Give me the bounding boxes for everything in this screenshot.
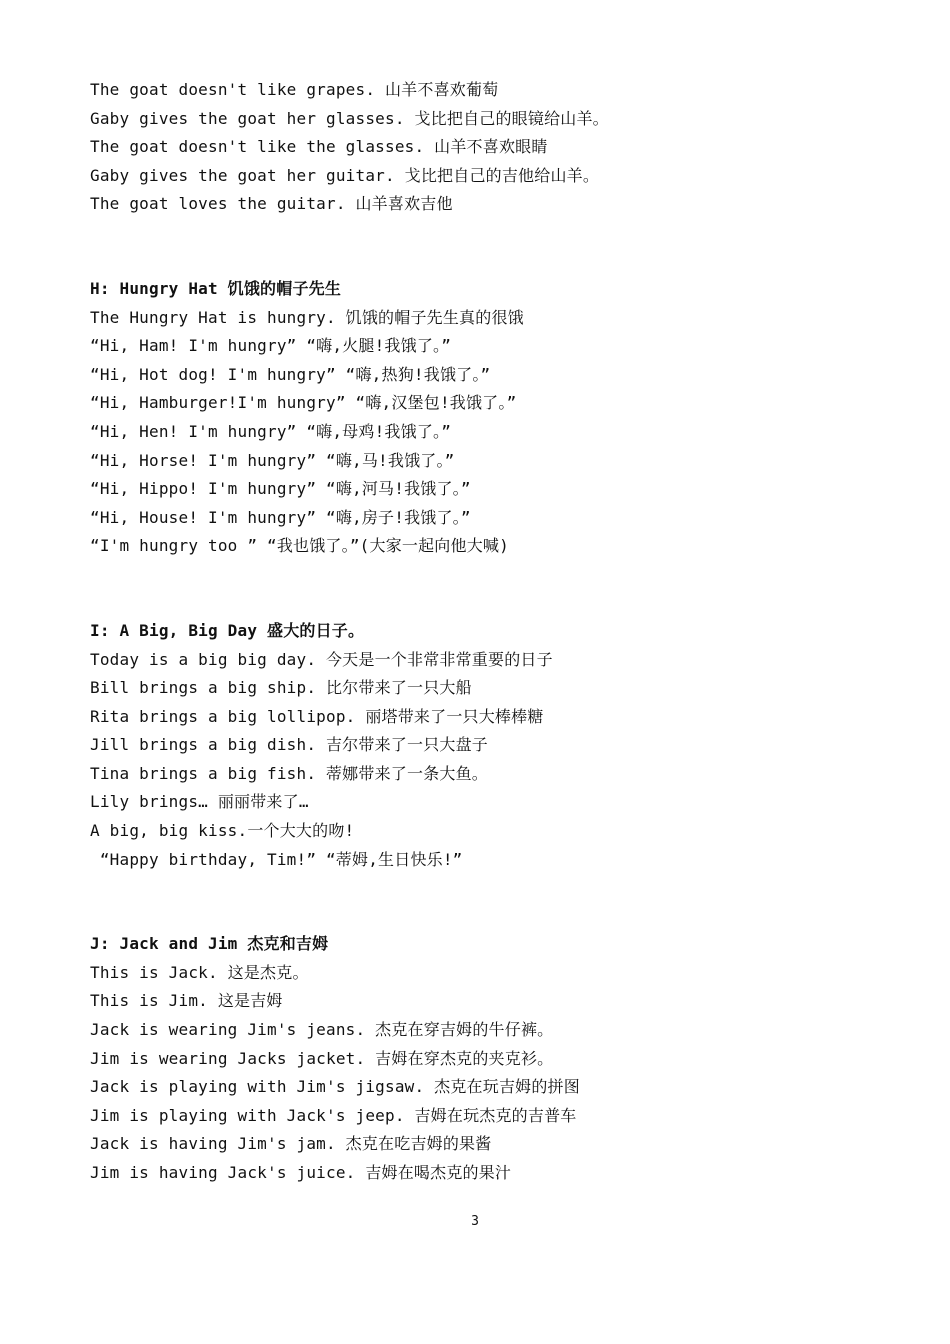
text-line: Jack is playing with Jim's jigsaw. 杰克在玩吉姆的拼图 — [90, 1077, 580, 1097]
text-line: “Hi, Hamburger!I'm hungry” “嗨,汉堡包!我饿了。” — [90, 393, 517, 413]
section-big-day — [90, 617, 890, 874]
section-spacer — [90, 561, 890, 617]
text-line: “Hi, Hen! I'm hungry” “嗨,母鸡!我饿了。” — [90, 421, 452, 441]
section-spacer — [90, 874, 890, 930]
text-line: Tina brings a big fish. 蒂娜带来了一条大鱼。 — [90, 763, 488, 783]
section-heading: H: Hungry Hat 饥饿的帽子先生 — [90, 278, 342, 298]
text-line: Bill brings a big ship. 比尔带来了一只大船 — [90, 678, 472, 698]
section-spacer — [90, 219, 890, 275]
text-line: The goat loves the guitar. 山羊喜欢吉他 — [90, 194, 453, 214]
text-line: Jim is wearing Jacks jacket. 吉姆在穿杰克的夹克衫。 — [90, 1048, 554, 1068]
text-line: “Hi, House! I'm hungry” “嗨,房子!我饿了。” — [90, 507, 471, 527]
page-number: 3 — [471, 1214, 479, 1229]
text-line: This is Jim. 这是吉姆 — [90, 991, 283, 1011]
text-line: Today is a big big day. 今天是一个非常非常重要的日子 — [90, 649, 553, 669]
text-line: Jack is having Jim's jam. 杰克在吃吉姆的果酱 — [90, 1134, 492, 1154]
section-heading: I: A Big, Big Day 盛大的日子。 — [90, 620, 365, 640]
text-line: “Happy birthday, Tim!” “蒂姆,生日快乐!” — [90, 849, 463, 869]
text-line: This is Jack. 这是杰克。 — [90, 962, 309, 982]
text-line: Gaby gives the goat her guitar. 戈比把自己的吉他给山羊。 — [90, 165, 600, 185]
text-line: “Hi, Ham! I'm hungry” “嗨,火腿!我饿了。” — [90, 336, 452, 356]
section-jack-and-jim — [90, 930, 890, 1187]
text-line: “Hi, Horse! I'm hungry” “嗨,马!我饿了。” — [90, 450, 455, 470]
text-line: “Hi, Hippo! I'm hungry” “嗨,河马!我饿了。” — [90, 479, 471, 499]
text-line: The goat doesn't like grapes. 山羊不喜欢葡萄 — [90, 80, 499, 99]
text-line: Rita brings a big lollipop. 丽塔带来了一只大棒棒糖 — [90, 706, 544, 726]
text-line: Jill brings a big dish. 吉尔带来了一只大盘子 — [90, 735, 488, 755]
section-goat — [90, 76, 890, 219]
text-line: Gaby gives the goat her glasses. 戈比把自己的眼镜给山羊。 — [90, 108, 609, 128]
section-hungry-hat — [90, 275, 890, 561]
text-line: Jack is wearing Jim's jeans. 杰克在穿吉姆的牛仔裤。 — [90, 1020, 554, 1040]
text-line: “Hi, Hot dog! I'm hungry” “嗨,热狗!我饿了。” — [90, 364, 491, 384]
text-line: The goat doesn't like the glasses. 山羊不喜欢眼睛 — [90, 137, 548, 157]
text-line: Lily brings… 丽丽带来了… — [90, 792, 309, 812]
text-line: The Hungry Hat is hungry. 饥饿的帽子先生真的很饿 — [90, 307, 524, 327]
document-body — [90, 76, 890, 1188]
section-heading: J: Jack and Jim 杰克和吉姆 — [90, 934, 329, 954]
text-line: “I'm hungry too ” “我也饿了。”(大家一起向他大喊) — [90, 536, 509, 556]
text-line: Jim is playing with Jack's jeep. 吉姆在玩杰克的吉普车 — [90, 1105, 577, 1125]
text-line: A big, big kiss.一个大大的吻! — [90, 821, 355, 841]
text-line: Jim is having Jack's juice. 吉姆在喝杰克的果汁 — [90, 1163, 512, 1182]
